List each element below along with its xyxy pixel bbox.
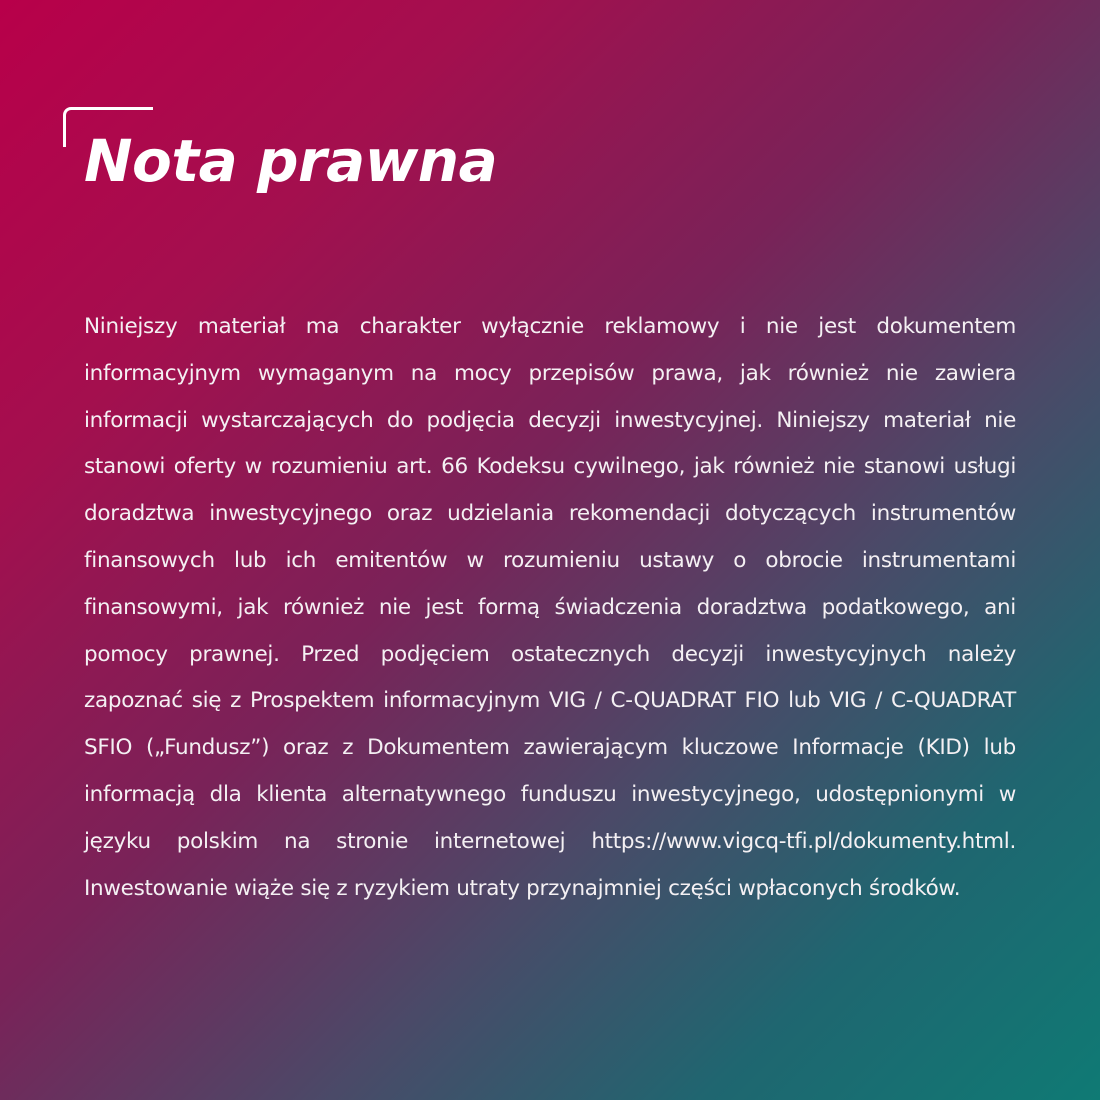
page-title: Nota prawna xyxy=(84,127,498,195)
legal-notice-text: Niniejszy materiał ma charakter wyłącznie reklamowy i nie jest dokumentem informacyjnym wymaganym na mocy przepisów prawa, jak również nie zawiera informacji wystarczających do podjęcia decyzji inwestycyjnej. Niniejszy materiał nie stanowi oferty w rozumieniu art. 66 Kodeksu cywilnego, jak również nie stanowi usługi doradztwa inwestycyjnego oraz udzielania rekomendacji dotyczących instrumentów finansowych lub ich emitentów w rozumieniu ustawy o obrocie instrumentami finansowymi, jak również nie jest formą świadczenia doradztwa podatkowego, ani pomocy prawnej. Przed podjęciem ostatecznych decyzji inwestycyjnych należy zapoznać się z Prospektem informacyjnym VIG / C-QUADRAT FIO lub VIG / C-QUADRAT SFIO („Fundusz”) oraz z Dokumentem zawierającym kluczowe Informacje (KID) lub informacją dla klienta alternatywnego funduszu inwestycyjnego, udostępnionymi w języku polskim na stronie internetowej https://www.vigcq-tfi.pl/dokumenty.html. Inwestowanie wiąże się z ryzykiem utraty przynajmniej części wpłaconych środków. xyxy=(84,314,1016,901)
